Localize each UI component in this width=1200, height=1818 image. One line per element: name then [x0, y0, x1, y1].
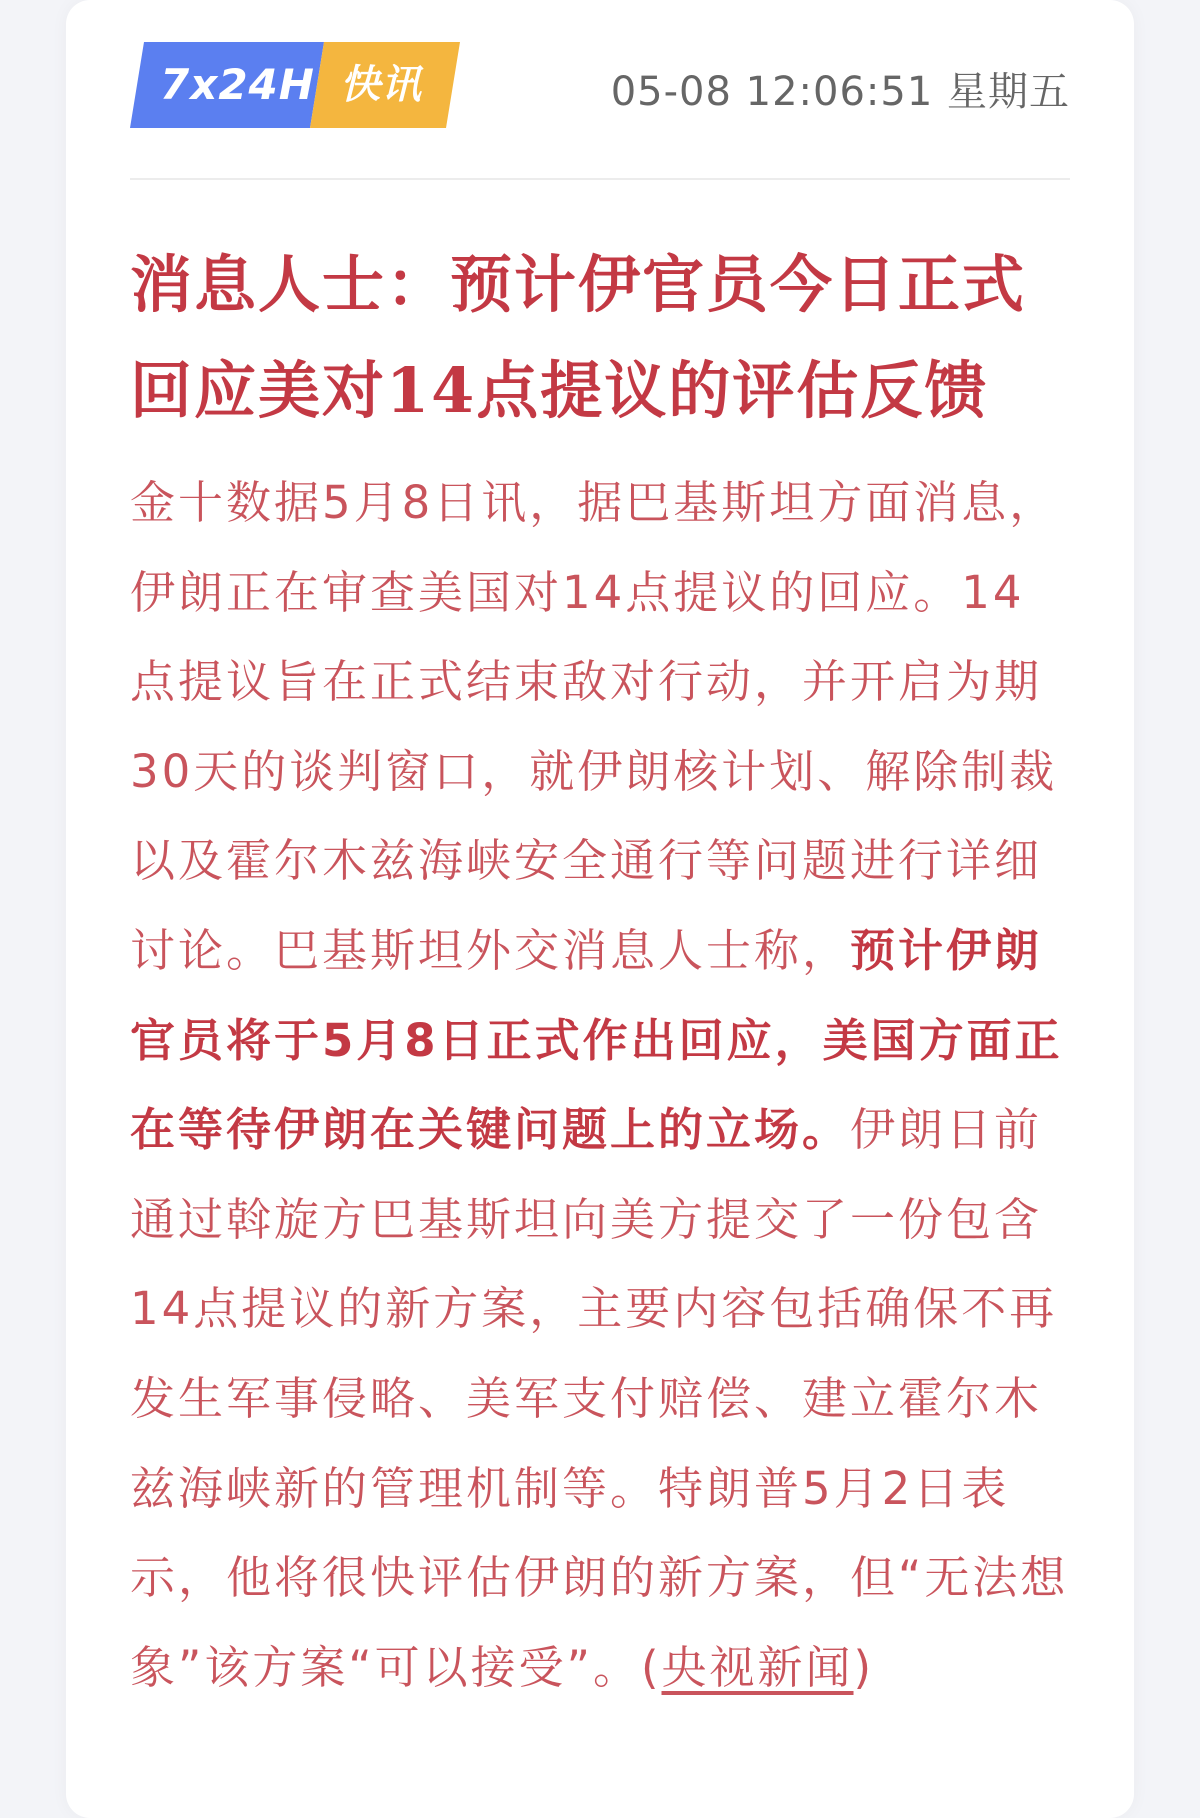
- article-text-part1: 金十数据5月8日讯，据巴基斯坦方面消息，伊朗正在审查美国对14点提议的回应。14点提议旨在正式结束敌对行动，并开启为期30天的谈判窗口，就伊朗核计划、解除制裁以及霍尔木兹海峡安全通行等问题进行详细讨论。巴基斯坦外交消息人士称，: [130, 476, 1058, 977]
- article-text-part2: 伊朗日前通过斡旋方巴基斯坦向美方提交了一份包含14点提议的新方案，主要内容包括确保不再发生军事侵略、美军支付赔偿、建立霍尔木兹海峡新的管理机制等。特朗普5月2日表示，他将很快评估伊朗的新方案，但“无法想象”该方案“可以接受”。(: [130, 1103, 1069, 1694]
- flash-news-badge: [130, 42, 460, 128]
- card-header: [130, 42, 1070, 132]
- badge-flash-label: 快讯: [340, 62, 422, 108]
- badge-7x24h-label: 7x24H: [160, 60, 315, 109]
- header-divider: [130, 178, 1070, 180]
- article-emphasis: 预计伊朗官员将于5月8日正式作出回应，美国方面正在等待伊朗在关键问题上的立场。: [130, 923, 1063, 1157]
- article-close-paren: ): [853, 1640, 875, 1694]
- source-link[interactable]: 央视新闻: [661, 1640, 854, 1694]
- headline: 消息人士：预计伊官员今日正式回应美对14点提议的评估反馈: [130, 248, 1027, 427]
- news-flash-card: [66, 0, 1134, 1818]
- timestamp: 05-08 12:06:51 星期五: [610, 69, 1070, 115]
- article-body: [130, 458, 1070, 1712]
